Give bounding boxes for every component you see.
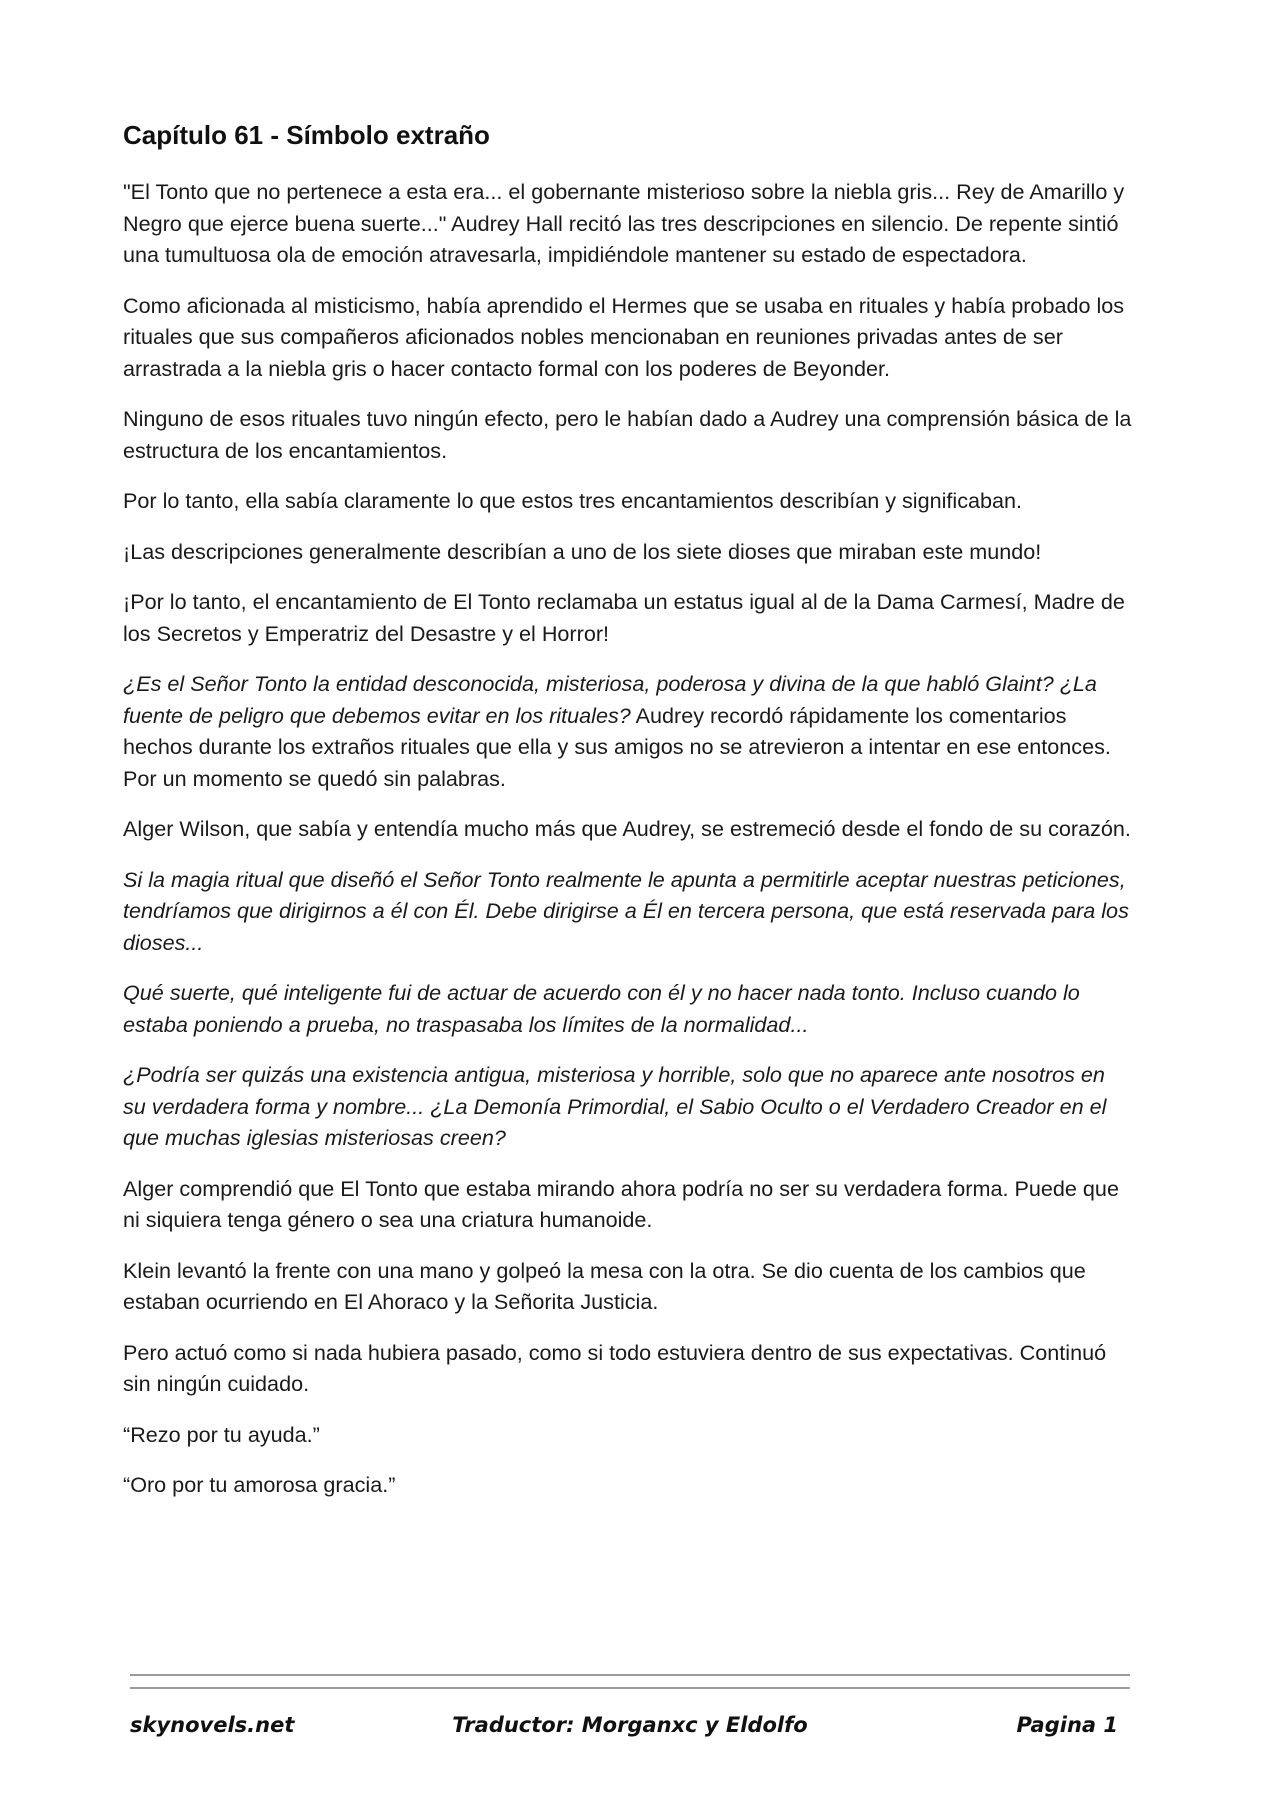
footer-site-name: skynovels.net — [130, 1713, 295, 1737]
paragraph-14: Pero actuó como si nada hubiera pasado, como si todo estuviera dentro de sus expectativas. Continuó sin ningún cuidado. — [123, 1339, 1107, 1396]
paragraph-7-italic-thought: ¿Es el Señor Tonto la entidad desconocida, misteriosa, poderosa y divina de la que habló Glaint? ¿La fuente de peligro que debemos evitar en los rituales? — [123, 671, 1097, 728]
paragraph-7-narration: Audrey recordó rápidamente los comentarios hechos durante los extraños rituales que ella y sus amigos no se atrevieron a intentar en ese entonces. Por un momento se quedó sin palabras. — [123, 702, 1111, 791]
paragraph-8: Alger Wilson, que sabía y entendía mucho más que Audrey, se estremeció desde el fondo de su corazón. — [123, 816, 1131, 841]
footer-divider-top — [130, 1674, 1130, 1676]
paragraph-10: Qué suerte, qué inteligente fui de actuar de acuerdo con él y no hacer nada tonto. Incluso cuando lo estaba poniendo a prueba, no traspasaba los límites de la normalidad... — [123, 980, 1080, 1037]
paragraph-1: "El Tonto que no pertenece a esta era... el gobernante misterioso sobre la niebla gris... Rey de Amarillo y Negro que ejerce buena suerte..." Audrey Hall recitó las tres descripciones en silencio. De repente sintió una tumultuosa ola de emoción atravesarla, impidiéndole mantener su estado de espectadora. — [123, 179, 1125, 267]
footer-translator-credit: Traductor: Morganxc y Eldolfo — [452, 1713, 808, 1737]
chapter-title: Capítulo 61 - Símbolo extraño — [123, 120, 490, 150]
paragraph-4: Por lo tanto, ella sabía claramente lo que estos tres encantamientos describían y significaban. — [123, 488, 1023, 513]
chapter-content — [123, 118, 1133, 1520]
footer-divider-bottom — [130, 1687, 1130, 1689]
page-footer — [130, 1713, 1130, 1747]
paragraph-7 — [123, 668, 1133, 794]
paragraph-3: Ninguno de esos rituales tuvo ningún efecto, pero le habían dado a Audrey una comprensión básica de la estructura de los encantamientos. — [123, 406, 1132, 463]
paragraph-16: “Oro por tu amorosa gracia.” — [123, 1472, 396, 1497]
paragraph-9: Si la magia ritual que diseñó el Señor Tonto realmente le apunta a permitirle aceptar nuestras peticiones, tendríamos que dirigirnos a él con Él. Debe dirigirse a Él en tercera persona, que está reservada para los dioses... — [123, 866, 1129, 955]
paragraph-6: ¡Por lo tanto, el encantamiento de El Tonto reclamaba un estatus igual al de la Dama Carmesí, Madre de los Secretos y Emperatriz del Desastre y el Horror! — [123, 589, 1125, 646]
footer-page-number: Pagina 1 — [1016, 1713, 1118, 1737]
paragraph-11: ¿Podría ser quizás una existencia antigua, misteriosa y horrible, solo que no aparece ante nosotros en su verdadera forma y nombre... ¿La Demonía Primordial, el Sabio Oculto o el Verdadero Creador en el que muchas iglesias misteriosas creen? — [123, 1062, 1107, 1150]
paragraph-12: Alger comprendió que El Tonto que estaba mirando ahora podría no ser su verdadera forma. Puede que ni siquiera tenga género o sea una criatura humanoide. — [123, 1175, 1119, 1232]
paragraph-2: Como aficionada al misticismo, había aprendido el Hermes que se usaba en rituales y había probado los rituales que sus compañeros aficionados nobles mencionaban en reuniones privadas antes de ser arrastrada a la niebla gris o hacer contacto formal con los poderes de Beyonder. — [123, 292, 1125, 381]
paragraph-13: Klein levantó la frente con una mano y golpeó la mesa con la otra. Se dio cuenta de los cambios que estaban ocurriendo en El Ahoraco y la Señorita Justicia. — [123, 1257, 1086, 1314]
paragraph-5: ¡Las descripciones generalmente describían a uno de los siete dioses que miraban este mundo! — [123, 538, 1042, 564]
paragraph-15: “Rezo por tu ayuda.” — [123, 1421, 320, 1447]
